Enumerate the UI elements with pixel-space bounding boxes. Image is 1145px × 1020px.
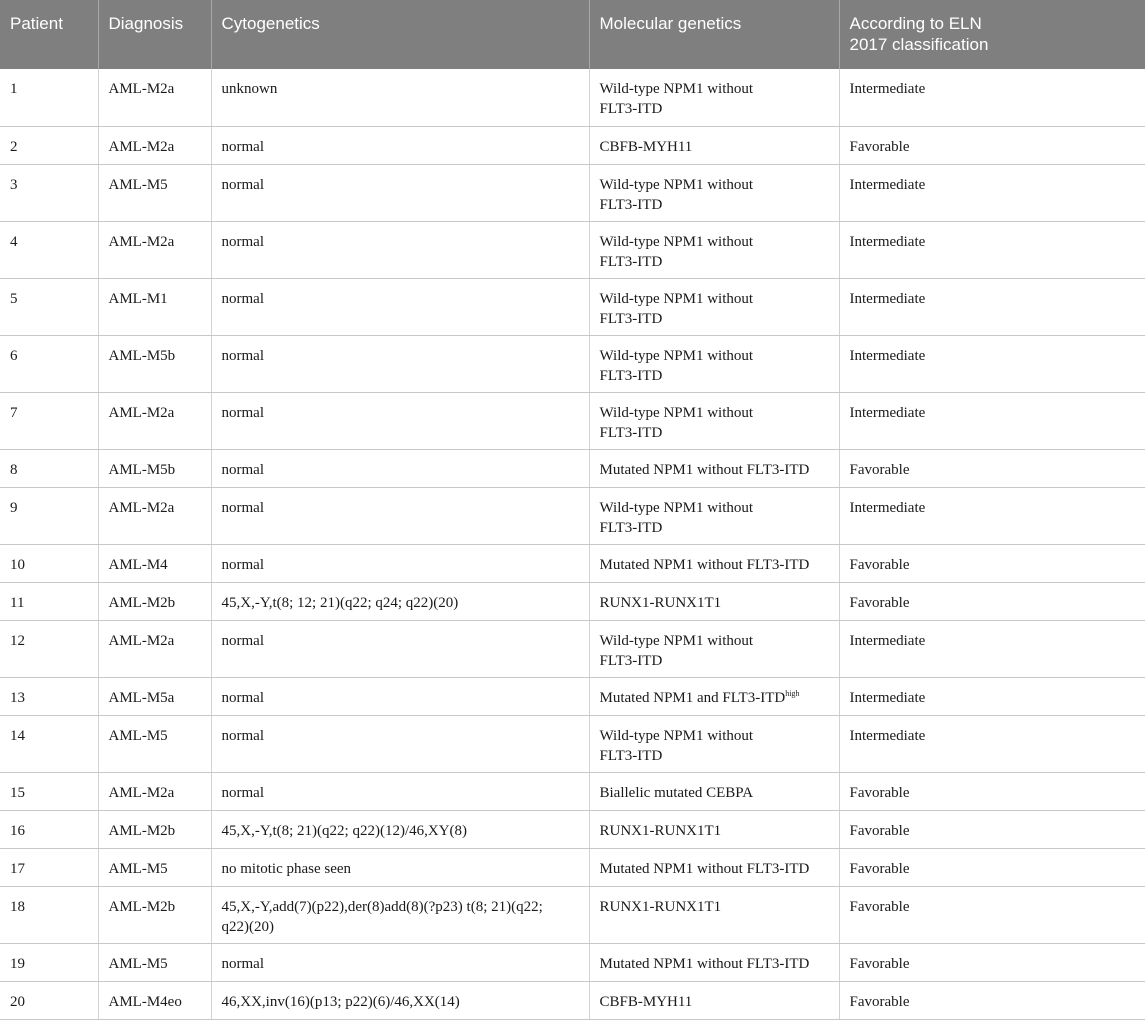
table-row (0, 620, 1145, 677)
cell-cytogenetics: normal (211, 715, 589, 772)
cell-eln: Favorable (839, 544, 1145, 582)
cell-eln: Intermediate (839, 620, 1145, 677)
cell-patient: 18 (0, 886, 98, 943)
cell-patient: 6 (0, 335, 98, 392)
table-row (0, 677, 1145, 715)
table-row (0, 772, 1145, 810)
header-patient: Patient (0, 0, 98, 69)
cell-patient: 10 (0, 544, 98, 582)
table-row (0, 392, 1145, 449)
table-row (0, 278, 1145, 335)
cell-eln: Intermediate (839, 69, 1145, 126)
cell-diagnosis: AML-M2a (98, 487, 211, 544)
cell-molecular (589, 677, 839, 715)
cell-cytogenetics: normal (211, 620, 589, 677)
cell-cytogenetics: normal (211, 677, 589, 715)
cell-diagnosis: AML-M5b (98, 335, 211, 392)
cell-molecular: Biallelic mutated CEBPA (589, 772, 839, 810)
cell-patient: 3 (0, 164, 98, 221)
cell-molecular: Wild-type NPM1 without FLT3-ITD (589, 278, 839, 335)
cell-patient: 13 (0, 677, 98, 715)
cell-molecular: Wild-type NPM1 without FLT3-ITD (589, 335, 839, 392)
cell-eln: Favorable (839, 126, 1145, 164)
cell-molecular: Wild-type NPM1 without FLT3-ITD (589, 164, 839, 221)
cell-diagnosis: AML-M2b (98, 886, 211, 943)
cell-molecular: RUNX1-RUNX1T1 (589, 582, 839, 620)
table-row (0, 487, 1145, 544)
cell-eln: Favorable (839, 810, 1145, 848)
table-row (0, 582, 1145, 620)
cell-cytogenetics: normal (211, 772, 589, 810)
cell-patient: 11 (0, 582, 98, 620)
cell-diagnosis: AML-M5 (98, 848, 211, 886)
cell-patient: 8 (0, 449, 98, 487)
header-molecular-genetics: Molecular genetics (589, 0, 839, 69)
cell-diagnosis: AML-M2a (98, 772, 211, 810)
cell-molecular: Mutated NPM1 without FLT3-ITD (589, 449, 839, 487)
cell-eln: Intermediate (839, 335, 1145, 392)
cell-diagnosis: AML-M5b (98, 449, 211, 487)
table-row (0, 886, 1145, 943)
cell-diagnosis: AML-M2b (98, 582, 211, 620)
cell-molecular: Wild-type NPM1 without FLT3-ITD (589, 620, 839, 677)
cell-molecular: Mutated NPM1 without FLT3-ITD (589, 544, 839, 582)
table-row (0, 715, 1145, 772)
cell-eln: Intermediate (839, 715, 1145, 772)
cell-eln: Favorable (839, 886, 1145, 943)
cell-molecular: Wild-type NPM1 without FLT3-ITD (589, 715, 839, 772)
cell-cytogenetics: normal (211, 943, 589, 981)
cell-patient: 17 (0, 848, 98, 886)
cell-eln: Intermediate (839, 487, 1145, 544)
cell-eln: Intermediate (839, 278, 1145, 335)
table-row (0, 164, 1145, 221)
cell-eln: Favorable (839, 943, 1145, 981)
table-row (0, 981, 1145, 1019)
cell-patient: 5 (0, 278, 98, 335)
cell-cytogenetics: 45,X,-Y,t(8; 12; 21)(q22; q24; q22)(20) (211, 582, 589, 620)
cell-molecular: Wild-type NPM1 without FLT3-ITD (589, 487, 839, 544)
cell-patient: 16 (0, 810, 98, 848)
cell-eln: Intermediate (839, 392, 1145, 449)
cell-patient: 9 (0, 487, 98, 544)
cell-cytogenetics: normal (211, 221, 589, 278)
cell-molecular: Mutated NPM1 without FLT3-ITD (589, 943, 839, 981)
cell-molecular: CBFB-MYH11 (589, 981, 839, 1019)
cell-molecular: RUNX1-RUNX1T1 (589, 810, 839, 848)
cell-diagnosis: AML-M2a (98, 620, 211, 677)
cell-patient: 2 (0, 126, 98, 164)
cell-diagnosis: AML-M4 (98, 544, 211, 582)
cell-diagnosis: AML-M5 (98, 715, 211, 772)
cell-cytogenetics: normal (211, 335, 589, 392)
cell-eln: Intermediate (839, 164, 1145, 221)
table-row (0, 126, 1145, 164)
table-row (0, 335, 1145, 392)
table-row (0, 943, 1145, 981)
table-row (0, 848, 1145, 886)
cell-cytogenetics: normal (211, 278, 589, 335)
table-row (0, 544, 1145, 582)
cell-diagnosis: AML-M2a (98, 221, 211, 278)
cell-eln: Intermediate (839, 677, 1145, 715)
cell-molecular: RUNX1-RUNX1T1 (589, 886, 839, 943)
header-eln-classification: According to ELN 2017 classification (839, 0, 1145, 69)
cell-molecular: Wild-type NPM1 without FLT3-ITD (589, 221, 839, 278)
cell-cytogenetics: normal (211, 164, 589, 221)
cell-cytogenetics: unknown (211, 69, 589, 126)
cell-eln: Favorable (839, 449, 1145, 487)
cell-diagnosis: AML-M5a (98, 677, 211, 715)
cell-cytogenetics: normal (211, 126, 589, 164)
table-header (0, 0, 1145, 69)
cell-patient: 1 (0, 69, 98, 126)
cell-cytogenetics: normal (211, 392, 589, 449)
cell-patient: 7 (0, 392, 98, 449)
molecular-text: Mutated NPM1 and FLT3-ITD (599, 689, 786, 706)
cell-cytogenetics: normal (211, 544, 589, 582)
cell-patient: 19 (0, 943, 98, 981)
table-body (0, 69, 1145, 1019)
cell-patient: 14 (0, 715, 98, 772)
header-cytogenetics: Cytogenetics (211, 0, 589, 69)
cell-eln: Favorable (839, 772, 1145, 810)
cell-molecular: Wild-type NPM1 without FLT3-ITD (589, 392, 839, 449)
cell-eln: Favorable (839, 981, 1145, 1019)
cell-cytogenetics: no mitotic phase seen (211, 848, 589, 886)
cell-molecular: CBFB-MYH11 (589, 126, 839, 164)
cell-patient: 15 (0, 772, 98, 810)
table-row (0, 810, 1145, 848)
cell-patient: 4 (0, 221, 98, 278)
cell-cytogenetics: normal (211, 449, 589, 487)
cell-eln: Intermediate (839, 221, 1145, 278)
table-row (0, 449, 1145, 487)
cell-diagnosis: AML-M2a (98, 126, 211, 164)
header-row (0, 0, 1145, 69)
cell-cytogenetics: normal (211, 487, 589, 544)
cell-cytogenetics: 46,XX,inv(16)(p13; p22)(6)/46,XX(14) (211, 981, 589, 1019)
cell-patient: 12 (0, 620, 98, 677)
cell-patient: 20 (0, 981, 98, 1019)
cell-cytogenetics: 45,X,-Y,add(7)(p22),der(8)add(8)(?p23) t(8; 21)(q22; q22)(20) (211, 886, 589, 943)
cell-diagnosis: AML-M5 (98, 164, 211, 221)
cell-diagnosis: AML-M2b (98, 810, 211, 848)
superscript-high: high (785, 688, 800, 698)
header-diagnosis: Diagnosis (98, 0, 211, 69)
cell-molecular: Mutated NPM1 without FLT3-ITD (589, 848, 839, 886)
cell-eln: Favorable (839, 848, 1145, 886)
cell-diagnosis: AML-M1 (98, 278, 211, 335)
cell-diagnosis: AML-M2a (98, 69, 211, 126)
cell-diagnosis: AML-M4eo (98, 981, 211, 1019)
cell-eln: Favorable (839, 582, 1145, 620)
cell-molecular: Wild-type NPM1 without FLT3-ITD (589, 69, 839, 126)
cell-diagnosis: AML-M2a (98, 392, 211, 449)
cell-cytogenetics: 45,X,-Y,t(8; 21)(q22; q22)(12)/46,XY(8) (211, 810, 589, 848)
table-row (0, 221, 1145, 278)
table-row (0, 69, 1145, 126)
cell-diagnosis: AML-M5 (98, 943, 211, 981)
